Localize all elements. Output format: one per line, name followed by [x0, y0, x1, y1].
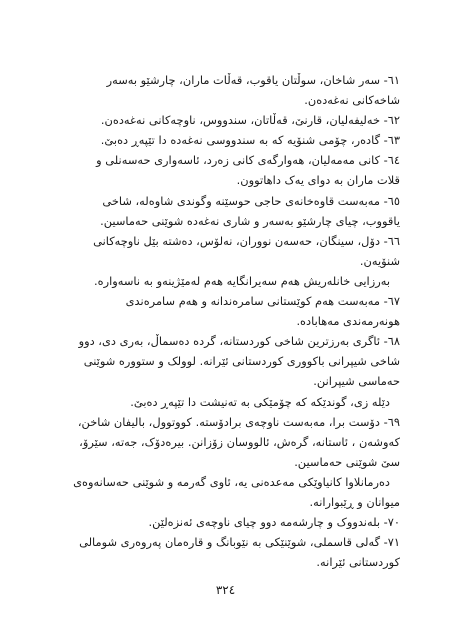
- text-line-62: ٦٢- خەلیفەلیان، قارنێ، قەڵاتان، سندووس، ناوچەکانی نەغەدەن.: [100, 113, 400, 128]
- text-line-64a: ٦٤- کانی مەمەلیان، هەوارگەی کانی زەرد، ئاسەواری حەسەنلی و: [96, 153, 400, 168]
- text-line-66a: ٦٦- دۆل، سینگان، حەسەن نووران، نەلۆس، دەشتە بێل ناوچەکانی: [93, 233, 400, 248]
- text-line-66c: بەرزایی خانلەریش هەم سەیرانگایە هەم لەمێژینەو بە ناسەوارە.: [94, 273, 390, 288]
- text-line-61a: ٦١- سەر شاخان، سوڵتان یاقوب، قەڵات ماران، چارشێو بەسەر: [106, 73, 400, 87]
- text-line-69d: دەرمانلاوا کانیاوێکی مەعدەنی یە، ئاوی گەرمە و شوێنی حەسانەوەی: [73, 474, 390, 489]
- text-line-65b: یاقووب، چیای چارشێو بەسەر و شاری نەغەدە شوێنی حەماسین.: [100, 213, 400, 228]
- text-line-69c: سێ شوێنی حەماسین.: [294, 454, 400, 469]
- page-number: ٣٢٤: [215, 583, 236, 597]
- text-line-69e: میوانان و ڕێبوارانە.: [309, 494, 400, 509]
- text-line-68d: دێلە زی، گوندێکە کە چۆمێکی بە تەنیشت دا تێپەڕ دەبێ.: [130, 394, 390, 409]
- text-line-69a: ٦٩- دۆست برا، مەبەست ناوچەی برادۆستە. کووتوول، بالیفان شاخن،: [77, 414, 400, 429]
- text-line-71a: ٧١- گەلی قاسملی، شوێنێکی بە نێوبانگ و قارەمان پەروەری شومالی: [79, 535, 400, 550]
- text-line-71b: کوردستانی ئێرانە.: [316, 555, 400, 570]
- text-line-63: ٦٣- گادەر، چۆمی شنۆیە کە بە سندووسی نەغەدە دا تێپەڕ دەبێ.: [100, 133, 400, 148]
- body-text: [48, 70, 400, 572]
- text-line-66b: شنۆیەن.: [359, 253, 400, 268]
- text-line-68b: شاخی شیپرانی باکووری کوردستانی ئێرانە. لوولک و ستووره شوێنی: [83, 354, 400, 369]
- text-line-61b: شاخەکانی نەغەدەن.: [304, 93, 400, 108]
- text-line-69b: کەوشەن ، ئاستانە، گرەش، ئالووسان زۆزانن. بیرەدۆک، جەتە، سێرۆ،: [79, 434, 400, 449]
- text-line-65a: ٦٥- مەبەست قاوەخانەی حاجی حوسێنە وگوندی شاوەلە، شاخی: [102, 193, 400, 208]
- text-line-70: ٧٠- بلەندووک و چارشەمە دوو چیای ناوچەی ئەنزەلێن.: [148, 515, 400, 530]
- text-line-64b: قلات ماران بە دوای یەک داهاتوون.: [236, 173, 400, 188]
- text-line-67b: هونەرمەندی مەهابادە.: [296, 314, 400, 329]
- text-line-68a: ٦٨- ئاگری بەرزترین شاخی کوردستانە، گردە دەسماڵ، بەری دی، دوو: [78, 334, 400, 349]
- text-line-68c: حەماسی شیپرانن.: [313, 374, 400, 389]
- text-line-67a: ٦٧- مەبەست هەم کوێستانی سامرەندانە و هەم سامرەندی: [125, 294, 400, 309]
